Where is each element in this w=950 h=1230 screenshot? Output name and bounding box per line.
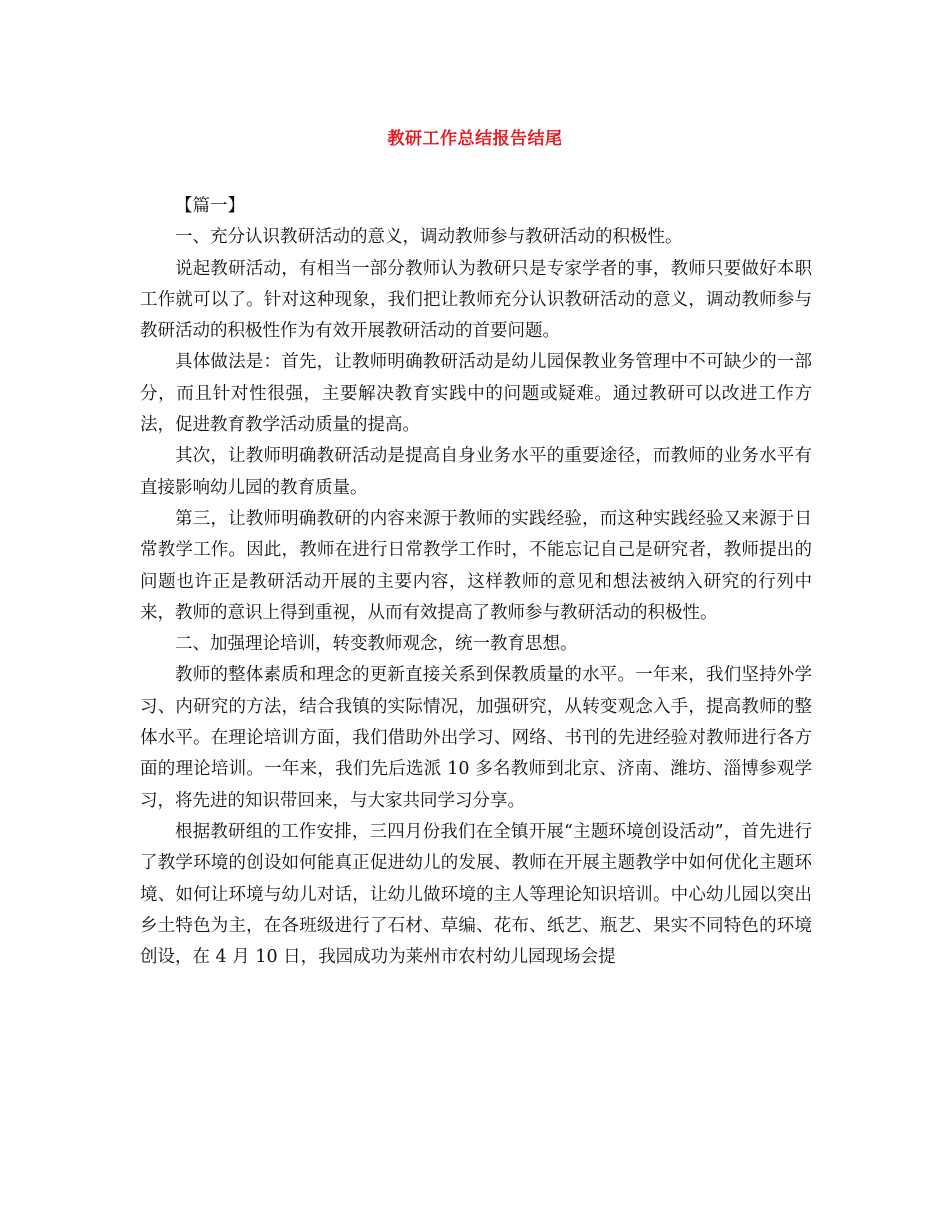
paragraph: 第三，让教师明确教研的内容来源于教师的实践经验，而这种实践经验又来源于日常教学工作。因此，教师在进行日常教学工作时，不能忘记自己是研究者，教师提出的问题也许正是教研活动开展的主要内容，这样教师的意见和想法被纳入研究的行列中来，教师的意识上得到重视，从而有效提高了教师参与教研活动的积极性。: [140, 508, 812, 623]
section-heading-part-one: 【篇一】: [175, 196, 245, 216]
document-title: 教研工作总结报告结尾: [387, 129, 563, 149]
paragraph: 根据教研组的工作安排，三四月份我们在全镇开展“主题环境创设活动”，首先进行了教学环境的创设如何能真正促进幼儿的发展、教师在开展主题教学中如何优化主题环境、如何让环境与幼儿对话，让幼儿做环境的主人等理论知识培训。中心幼儿园以突出乡土特色为主，在各班级进行了石材、草编、花布、纸艺、瓶艺、果实不同特色的环境创设，在 4 月 10 日，我园成功为莱州市农村幼儿园现场会提: [140, 821, 812, 968]
paragraph: 具体做法是：首先，让教师明确教研活动是幼儿园保教业务管理中不可缺少的一部分，而且针对性很强，主要解决教育实践中的问题或疑难。通过教研可以改进工作方法，促进教育教学活动质量的提高。: [140, 352, 812, 436]
subheading-one: 一、充分认识教研活动的意义，调动教师参与教研活动的积极性。: [175, 227, 683, 248]
document-body: [140, 191, 812, 973]
paragraph: 说起教研活动，有相当一部分教师认为教研只是专家学者的事，教师只要做好本职工作就可以了。针对这种现象，我们把让教师充分认识教研活动的意义，调动教师参与教研活动的积极性作为有效开展教研活动的首要问题。: [140, 258, 812, 342]
subheading-two: 二、加强理论培训，转变教师观念，统一教育思想。: [175, 634, 578, 655]
paragraph: 教师的整体素质和理念的更新直接关系到保教质量的水平。一年来，我们坚持外学习、内研究的方法，结合我镇的实际情况，加强研究，从转变观念入手，提高教师的整体水平。在理论培训方面，我们借助外出学习、网络、书刊的先进经验对教师进行各方面的理论培训。一年来，我们先后选派 10 多名教师到北京、济南、潍坊、淄博参观学习，将先进的知识带回来，与大家共同学习分享。: [140, 665, 812, 811]
paragraph: 其次，让教师明确教研活动是提高自身业务水平的重要途径，而教师的业务水平有直接影响幼儿园的教育质量。: [140, 446, 812, 498]
